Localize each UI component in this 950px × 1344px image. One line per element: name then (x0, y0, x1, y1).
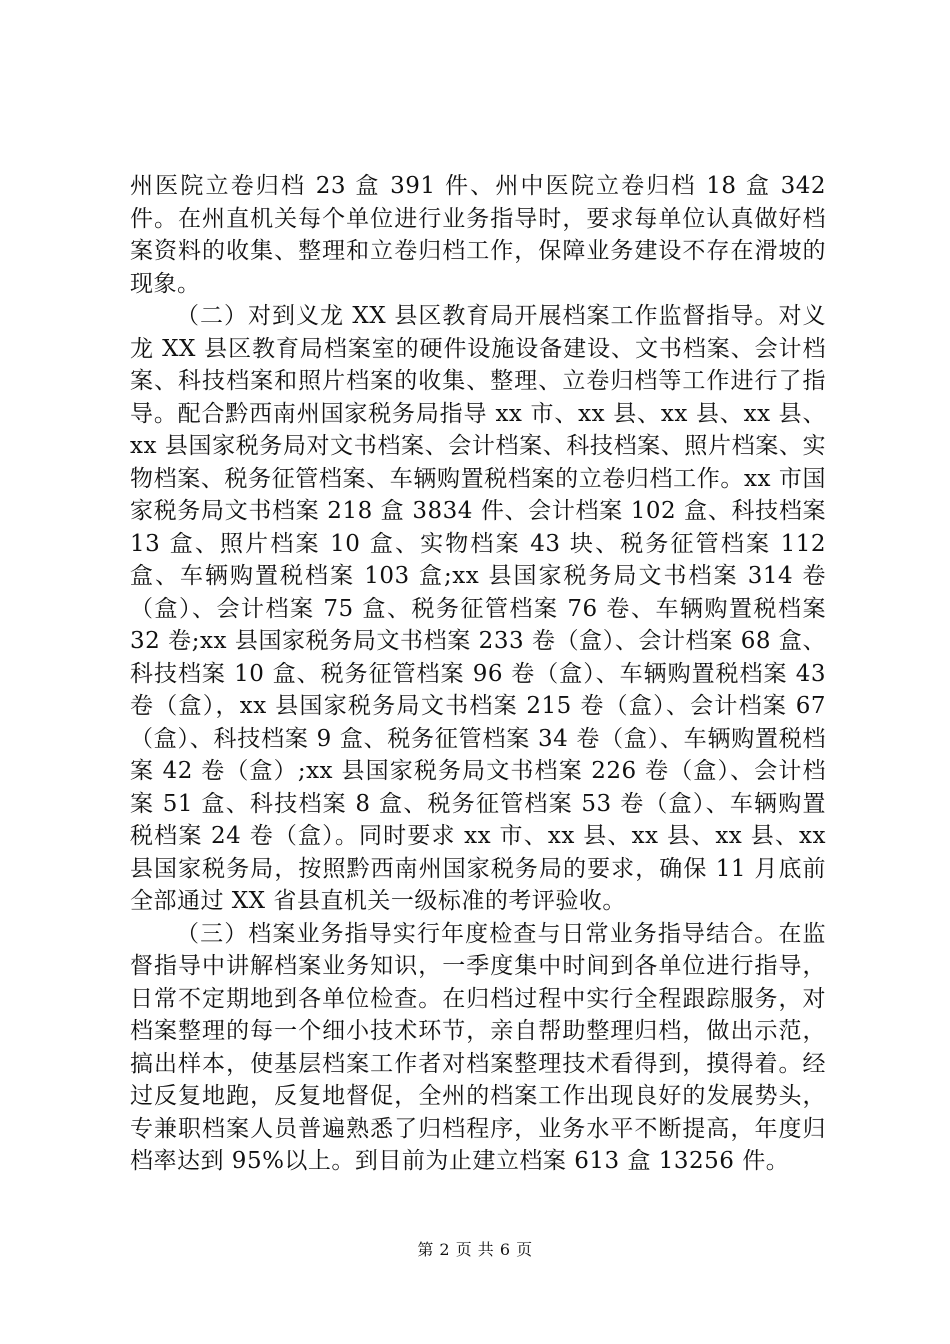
page-number: 第 2 页 共 6 页 (417, 1240, 533, 1259)
document-body (130, 170, 826, 1178)
paragraph-section-2: （二）对到义龙 XX 县区教育局开展档案工作监督指导。对义龙 XX 县区教育局档案室的硬件设施设备建设、文书档案、会计档案、科技档案和照片档案的收集、整理、立卷归档等工作进行了指导。配合黔西南州国家税务局指导 xx 市、xx 县、xx 县、xx 县、xx 县国家税务局对文书档案、会计档案、科技档案、照片档案、实物档案、税务征管档案、车辆购置税档案的立卷归档工作。xx 市国家税务局文书档案 218 盒 3834 件、会计档案 102 盒、科技档案 13 盒、照片档案 10 盒、实物档案 43 块、税务征管档案 112 盒、车辆购置税档案 103 盒;xx 县国家税务局文书档案 314 卷（盒）、会计档案 75 盒、税务征管档案 76 卷、车辆购置税档案 32 卷;xx 县国家税务局文书档案 233 卷（盒）、会计档案 68 盒、科技档案 10 盒、税务征管档案 96 卷（盒）、车辆购置税档案 43 卷（盒），xx 县国家税务局文书档案 215 卷（盒）、会计档案 67（盒）、科技档案 9 盒、税务征管档案 34 卷（盒）、车辆购置税档案 42 卷（盒）;xx 县国家税务局文书档案 226 卷（盒）、会计档案 51 盒、科技档案 8 盒、税务征管档案 53 卷（盒）、车辆购置税档案 24 卷（盒）。同时要求 xx 市、xx 县、xx 县、xx 县、xx 县国家税务局，按照黔西南州国家税务局的要求，确保 11 月底前全部通过 XX 省县直机关一级标准的考评验收。 (130, 303, 826, 914)
paragraph-section-3: （三）档案业务指导实行年度检查与日常业务指导结合。在监督指导中讲解档案业务知识，一季度集中时间到各单位进行指导，日常不定期地到各单位检查。在归档过程中实行全程跟踪服务，对档案整理的每一个细小技术环节，亲自帮助整理归档，做出示范，搞出样本，使基层档案工作者对档案整理技术看得到，摸得着。经过反复地跑，反复地督促，全州的档案工作出现良好的发展势头，专兼职档案人员普遍熟悉了归档程序，业务水平不断提高，年度归档率达到 95%以上。到目前为止建立档案 613 盒 13256 件。 (130, 920, 826, 1174)
page-footer (0, 1237, 950, 1260)
paragraph-continuation: 州医院立卷归档 23 盒 391 件、州中医院立卷归档 18 盒 342 件。在州直机关每个单位进行业务指导时，要求每单位认真做好档案资料的收集、整理和立卷归档工作，保障业务建设不存在滑坡的现象。 (130, 173, 826, 297)
